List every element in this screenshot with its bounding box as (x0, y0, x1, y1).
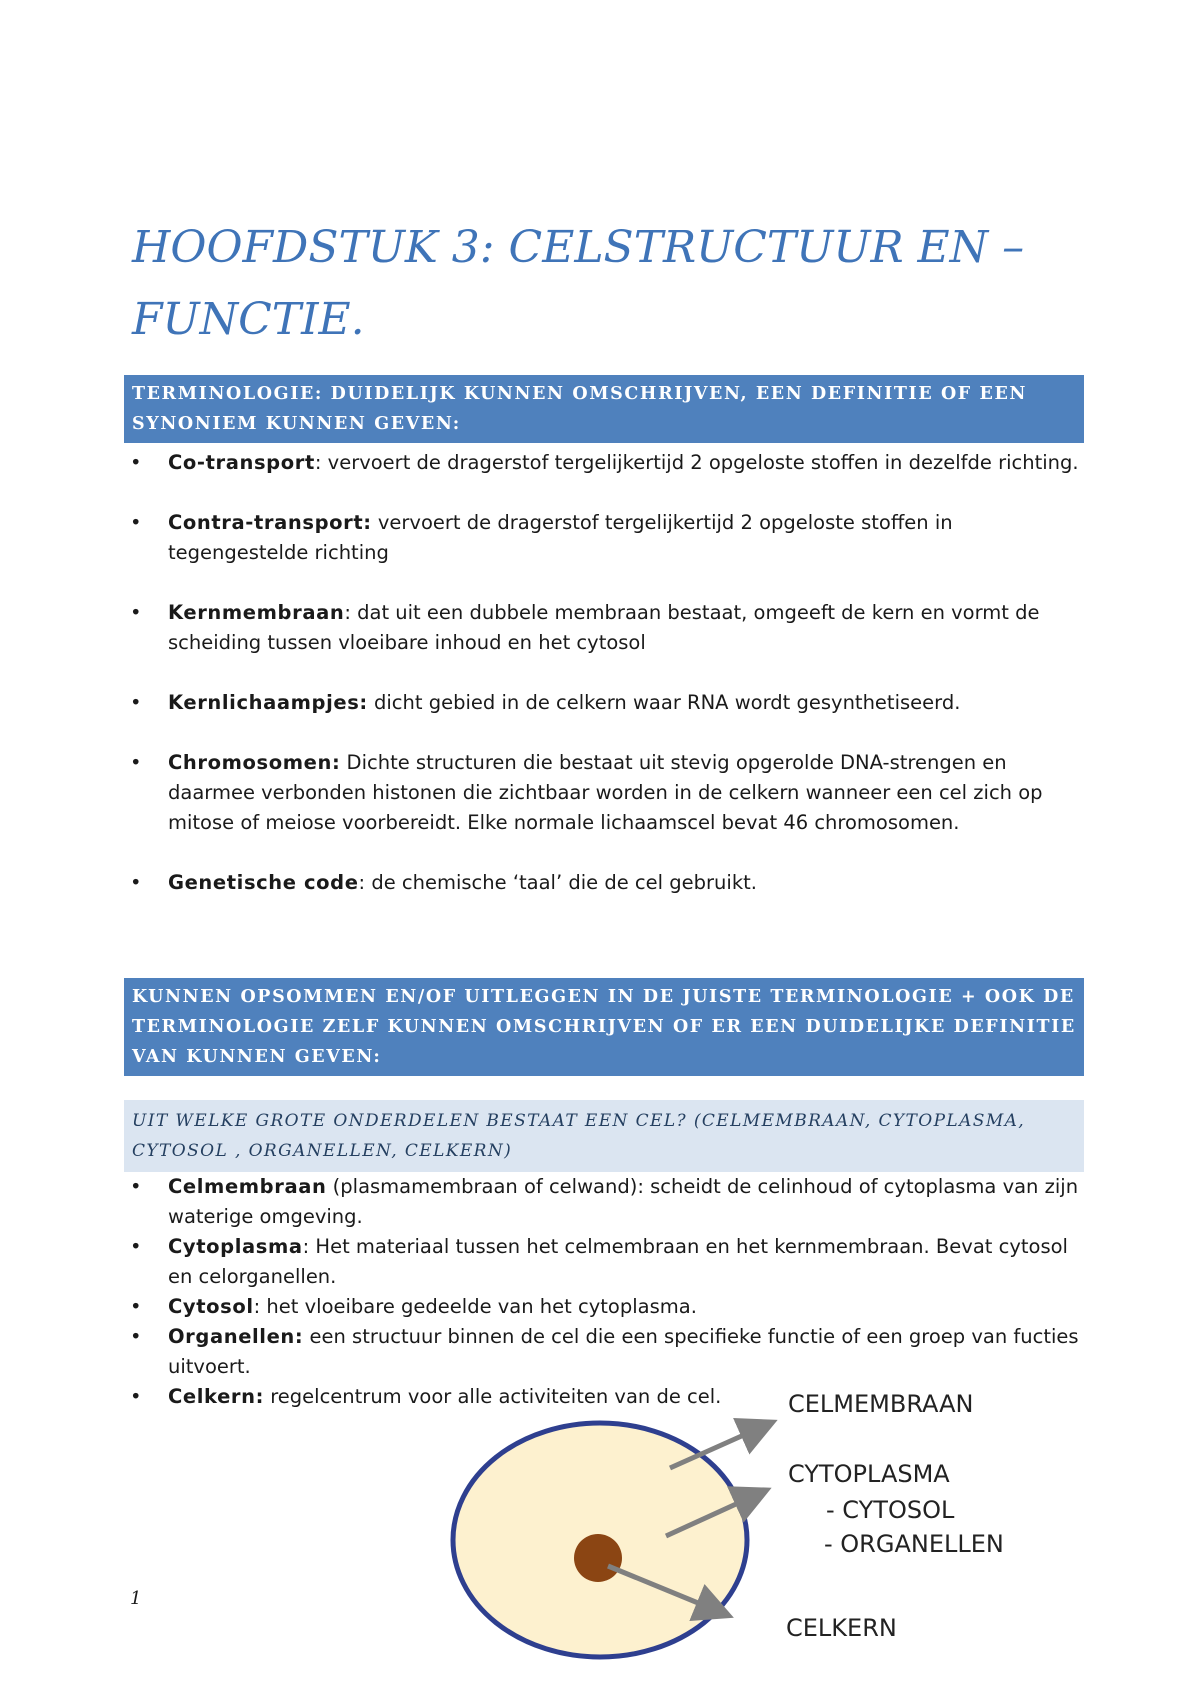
bullet-icon: • (130, 601, 142, 624)
page-title: HOOFDSTUK 3: CELSTRUCTUUR EN – FUNCTIE. (132, 222, 1025, 345)
bullet-icon: • (130, 511, 142, 534)
label-cytosol: - CYTOSOL (826, 1496, 955, 1524)
label-cytoplasm: CYTOPLASMA (788, 1460, 950, 1488)
term-definition: Dichte structuren die bestaat uit stevig opgerolde DNA-strengen en daarmee verbonden histonen die zichtbaar worden in de celkern wanneer een cel zich op mitose of meiose voorbereidt. Elke normale lichaamscel bevat 46 chromosomen. (168, 751, 1043, 834)
section-heading-enumerate: KUNNEN OPSOMMEN EN/OF UITLEGGEN IN DE JUISTE TERMINOLOGIE + OOK DE TERMINOLOGIE ZELF KUNNEN OMSCHRIJVEN OF ER EEN DUIDELIJKE DEFINITIE VAN KUNNEN GEVEN: (124, 978, 1084, 1076)
term-label: Co-transport (168, 451, 315, 474)
section-subheading-cell-parts: UIT WELKE GROTE ONDERDELEN BESTAAT EEN CEL? (CELMEMBRAAN, CYTOPLASMA, CYTOSOL , ORGANELLEN, CELKERN) (124, 1100, 1084, 1172)
list-item (124, 1232, 1084, 1292)
list-item (124, 688, 1084, 718)
list-item (124, 748, 1084, 838)
bullet-icon: • (130, 451, 142, 474)
term-definition: : Het materiaal tussen het celmembraan en het kernmembraan. Bevat cytosol en celorganellen. (168, 1235, 1068, 1288)
list-item (124, 1172, 1084, 1232)
bullet-icon: • (130, 1235, 142, 1258)
term-label: Contra-transport: (168, 511, 372, 534)
list-item (124, 1322, 1084, 1382)
term-definition: regelcentrum voor alle activiteiten van de cel. (264, 1385, 722, 1408)
term-label: Cytosol (168, 1295, 254, 1318)
term-label: Celmembraan (168, 1175, 327, 1198)
list-item (124, 868, 1084, 898)
list-item (124, 448, 1084, 478)
terminology-list (124, 448, 1084, 928)
term-label: Genetische code (168, 871, 359, 894)
label-organelles: - ORGANELLEN (824, 1530, 1004, 1558)
term-definition: : dat uit een dubbele membraan bestaat, omgeeft de kern en vormt de scheiding tussen vloeibare inhoud en het cytosol (168, 601, 1040, 654)
bullet-icon: • (130, 1385, 142, 1408)
term-definition: (plasmamembraan of celwand): scheidt de celinhoud of cytoplasma van zijn waterige omgeving. (168, 1175, 1079, 1228)
bullet-icon: • (130, 871, 142, 894)
bullet-icon: • (130, 1295, 142, 1318)
term-label: Cytoplasma (168, 1235, 303, 1258)
nucleus-shape (574, 1534, 622, 1582)
term-definition: dicht gebied in de celkern waar RNA wordt gesynthetiseerd. (367, 691, 961, 714)
list-item (124, 1292, 1084, 1322)
term-definition: vervoert de dragerstof tergelijkertijd 2 opgeloste stoffen in tegengestelde richting (168, 511, 953, 564)
term-definition: : het vloeibare gedeelde van het cytoplasma. (253, 1295, 697, 1318)
bullet-icon: • (130, 1325, 142, 1348)
term-definition: : de chemische ‘taal’ die de cel gebruikt. (358, 871, 757, 894)
section-heading-terminology: TERMINOLOGIE: DUIDELIJK KUNNEN OMSCHRIJVEN, EEN DEFINITIE OF EEN SYNONIEM KUNNEN GEVEN: (124, 375, 1084, 443)
bullet-icon: • (130, 751, 142, 774)
term-definition: een structuur binnen de cel die een specifieke functie of een groep van fucties uitvoert. (168, 1325, 1079, 1378)
term-label: Chromosomen: (168, 751, 341, 774)
cell-diagram (420, 1390, 1060, 1680)
label-nucleus: CELKERN (786, 1614, 897, 1642)
bullet-icon: • (130, 1175, 142, 1198)
bullet-icon: • (130, 691, 142, 714)
page-number: 1 (130, 1588, 142, 1609)
label-membrane: CELMEMBRAAN (788, 1390, 974, 1418)
term-definition: : vervoert de dragerstof tergelijkertijd 2 opgeloste stoffen in dezelfde richting. (314, 451, 1079, 474)
list-item (124, 598, 1084, 658)
cell-parts-list (124, 1172, 1084, 1412)
list-item (124, 508, 1084, 568)
term-label: Kernmembraan (168, 601, 345, 624)
term-label: Celkern: (168, 1385, 264, 1408)
term-label: Kernlichaampjes: (168, 691, 368, 714)
term-label: Organellen: (168, 1325, 304, 1348)
